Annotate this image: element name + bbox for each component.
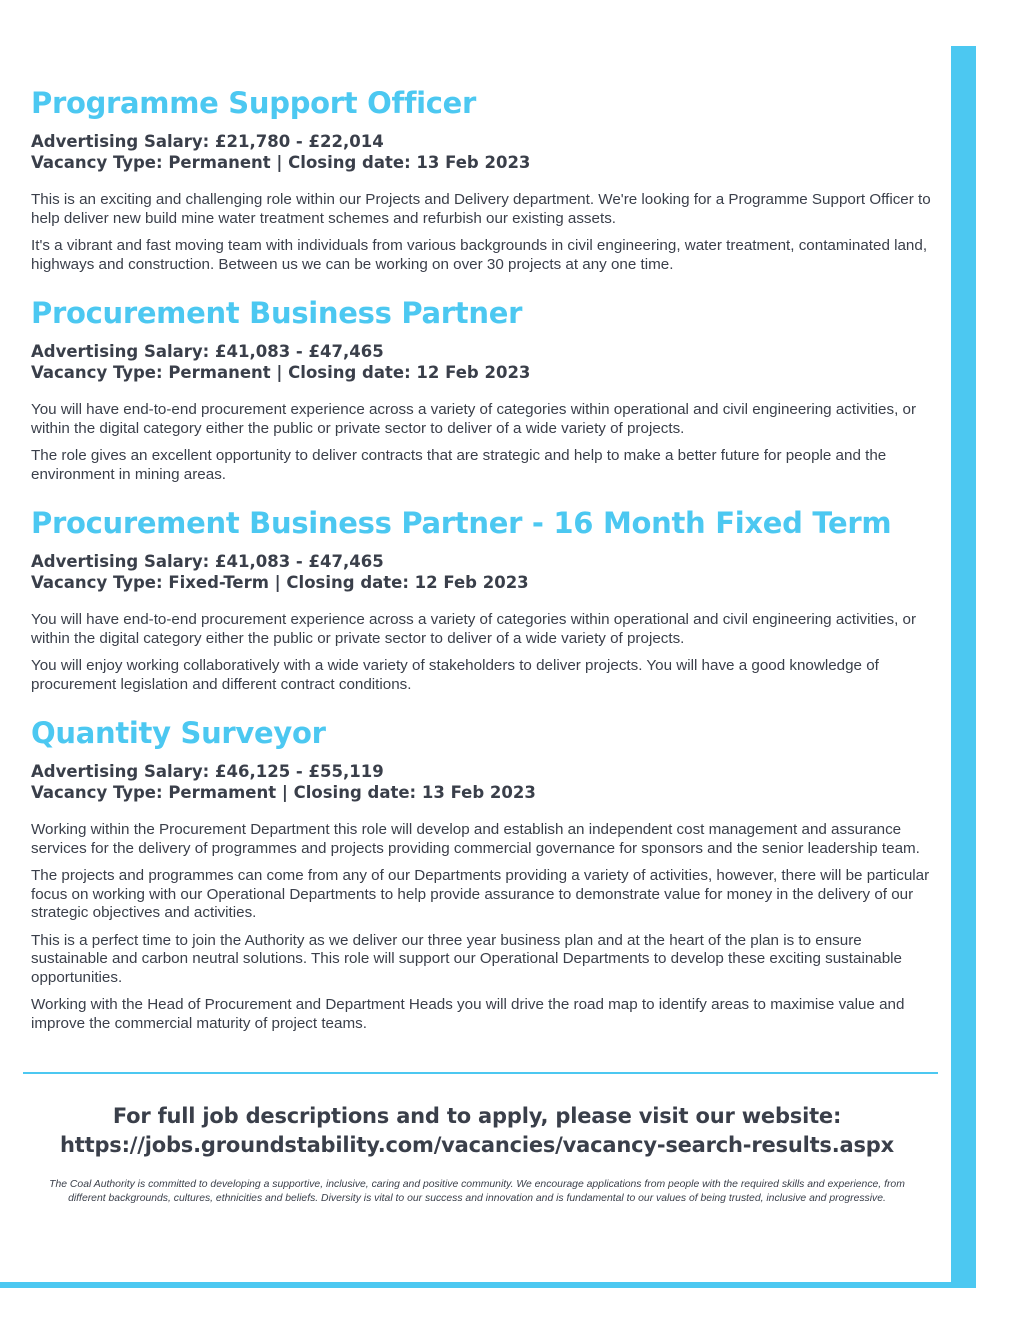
job-description: This is an exciting and challenging role within our Projects and Delivery department. We're looking for a Programme Support Officer to help deliver new build mine water treatment schemes and refurbish our existing assets. (31, 191, 931, 227)
job-description: This is a perfect time to join the Authority as we deliver our three year business plan and at the heart of the plan is to ensure sustainable and carbon neutral solutions. This role will support our Operational Departments to develop these exciting sustainable opportunities. (31, 931, 902, 986)
job-description: The role gives an excellent opportunity to deliver contracts that are strategic and help to make a better future for people and the environment in mining areas. (31, 447, 887, 483)
job-title: Procurement Business Partner - 16 Month Fixed Term (31, 506, 892, 540)
job-salary: Advertising Salary: £41,083 - £47,465 (31, 552, 384, 571)
job-listing (31, 294, 931, 484)
job-description: You will enjoy working collaboratively with a wide variety of stakeholders to deliver projects. You will have a good knowledge of procurement legislation and different contract conditions. (31, 657, 879, 693)
job-listing (31, 504, 931, 694)
apply-call-to-action (23, 1102, 931, 1160)
job-meta (31, 761, 931, 803)
job-salary: Advertising Salary: £21,780 - £22,014 (31, 132, 384, 151)
job-description: It's a vibrant and fast moving team with individuals from various backgrounds in civil engineering, water treatment, contaminated land, highways and construction. Between us we can be working on over 30 projects at any one time. (31, 237, 928, 273)
job-listings (31, 84, 931, 1053)
right-accent-bar (951, 46, 976, 1288)
careers-website-link[interactable]: https://jobs.groundstability.com/vacancies/vacancy-search-results.aspx (60, 1133, 894, 1157)
job-salary: Advertising Salary: £41,083 - £47,465 (31, 342, 384, 361)
job-description: The projects and programmes can come from any of our Departments providing a variety of activities, however, there will be particular focus on working with our Operational Departments to help provide assurance to demonstrate value for money in the delivery of our strategic objectives and activities. (31, 867, 930, 921)
job-salary: Advertising Salary: £46,125 - £55,119 (31, 762, 384, 781)
footer-divider (23, 1072, 938, 1074)
job-meta (31, 341, 931, 383)
job-description: Working with the Head of Procurement and Department Heads you will drive the road map to identify areas to maximise value and improve the commercial maturity of project teams. (31, 996, 905, 1032)
job-vacancy-type: Vacancy Type: Fixed-Term | Closing date: 12 Feb 2023 (31, 573, 529, 592)
job-description: You will have end-to-end procurement experience across a variety of categories within operational and civil engineering activities, or within the digital category either the public or private sector to deliver of a wide variety of projects. (31, 401, 917, 437)
job-meta (31, 131, 931, 173)
bottom-accent-bar (0, 1282, 976, 1288)
job-vacancy-type: Vacancy Type: Permament | Closing date: 13 Feb 2023 (31, 783, 536, 802)
diversity-statement: The Coal Authority is committed to developing a supportive, inclusive, caring and positive community. We encourage applications from people with the required skills and experience, from different backgrounds, cultures, ethnicities and beliefs. Diversity is vital to our success and innovation and is fundamental to our values of being trusted, inclusive and progressive. (49, 1179, 905, 1204)
job-vacancy-type: Vacancy Type: Permanent | Closing date: 13 Feb 2023 (31, 153, 531, 172)
job-meta (31, 551, 931, 593)
job-description: You will have end-to-end procurement experience across a variety of categories within operational and civil engineering activities, or within the digital category either the public or private sector to deliver of a wide variety of projects. (31, 611, 917, 647)
cta-text: For full job descriptions and to apply, please visit our website: (112, 1104, 842, 1128)
job-title: Procurement Business Partner (31, 296, 523, 330)
job-title: Programme Support Officer (31, 86, 477, 120)
job-description: Working within the Procurement Department this role will develop and establish an independent cost management and assurance services for the delivery of programmes and projects providing commercial governance for sponsors and the senior leadership team. (31, 821, 920, 857)
job-listing (31, 714, 931, 1033)
job-vacancy-type: Vacancy Type: Permanent | Closing date: 12 Feb 2023 (31, 363, 531, 382)
job-title: Quantity Surveyor (31, 716, 326, 750)
job-listing (31, 84, 931, 274)
